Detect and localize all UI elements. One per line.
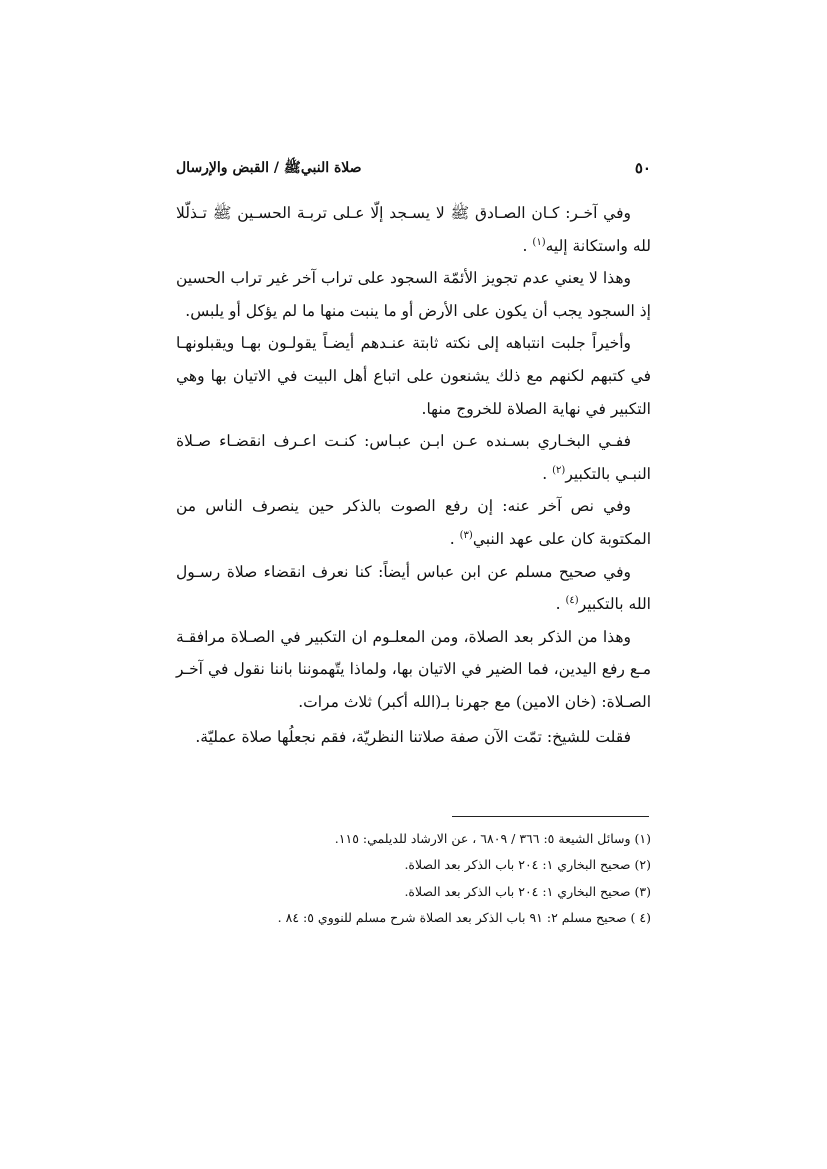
page-header [176,156,651,180]
paragraph-4 [176,425,651,490]
paragraph-5 [176,490,651,555]
paragraph-8 [176,721,651,754]
paragraph-5-end: . [449,529,455,548]
paragraph-4-end: . [542,464,548,483]
paragraph-4-text: ففـي البخـاري بسـنده عـن ابـن عبـاس: كنـت اعـرف انقضـاء صـلاة النبـي بالتكبير [176,432,651,483]
footnote-ref-1: (١) [532,236,546,248]
footnote-2: (٢) صحيح البخاري ١: ٢٠٤ باب الذكر بعد الصلاة. [404,857,651,873]
paragraph-3 [176,327,651,425]
paragraph-6-end: . [555,595,561,614]
paragraph-6 [176,556,651,621]
footnote-ref-3: (٣) [459,529,473,541]
paragraph-6-text: وفي صحيح مسلم عن ابن عباس أيضاً: كنا نعرف انقضاء صلاة رسـول الله بالتكبير [176,562,651,614]
paragraph-7-text: وهذا من الذكر بعد الصلاة، ومن المعلـوم ان التكبير في الصـلاة مرافقـة مـع رفع اليدين، فما الضير في الاتيان بها، ولماذا يتّهموننا باننا نقول في آخـر الصـلاة: (خان الامين) مع جهرنا بـ(الله أكبر) ثلاث مرات. [176,627,651,711]
paragraph-2 [176,262,651,327]
paragraph-8-text: فقلت للشيخ: تمّت الآن صفة صلاتنا النظريّة، فقم نجعلُها صلاة عمليّة. [195,727,631,746]
paragraph-5-text: وفي نص آخر عنه: إن رفع الصوت بالذكر حين ينصرف الناس من المكتوبة كان على عهد النبي [176,497,651,548]
paragraph-3-text: وأخيراً جلبت انتباهه إلى نكته ثابتة عنـدهم أيضـاً يقولـون بهـا ويقبلونهـا في كتبهم لكنهم مع ذلك يشنعون على اتباع أهل البيت في الاتيان بها وهي التكبير في نهاية الصلاة للخروج منها. [176,334,651,418]
footnote-4: (٤ ) صحيح مسلم ٢: ٩١ باب الذكر بعد الصلاة شرح مسلم للنووي ٥: ٨٤ . [277,909,651,925]
page-number: ٥٠ [634,159,651,177]
footnote-ref-2: (٢) [552,464,566,476]
paragraph-7 [176,621,651,719]
footnote-ref-4: (٤) [565,594,579,606]
paragraph-1-text: وفي آخـر: كـان الصـادق ﷺ لا يسـجد إلّا عـلى تربـة الحسـين ﷺ تـذلّلا لله واستكانة إليه [176,204,651,255]
footnote-3: (٣) صحيح البخاري ١: ٢٠٤ باب الذكر بعد الصلاة. [404,883,651,899]
main-text [176,197,651,753]
paragraph-2-text: وهذا لا يعني عدم تجويز الأئمّة السجود على تراب آخر غير تراب الحسين إذ السجود يجب أن يكون على الأرض أو ما ينبت منها ما لم يؤكل أو يلبس. [176,269,651,320]
footnotes [176,826,651,931]
paragraph-1-end: . [522,236,528,255]
paragraph-1 [176,197,651,262]
running-title: صلاة النبيﷺ / القبض والإرسال [176,160,362,176]
footnote-separator [452,816,649,817]
footnote-1: (١) وسائل الشيعة ٥: ٣٦٦ / ٦٨٠٩ ، عن الارشاد للديلمي: ١١٥. [334,831,651,846]
